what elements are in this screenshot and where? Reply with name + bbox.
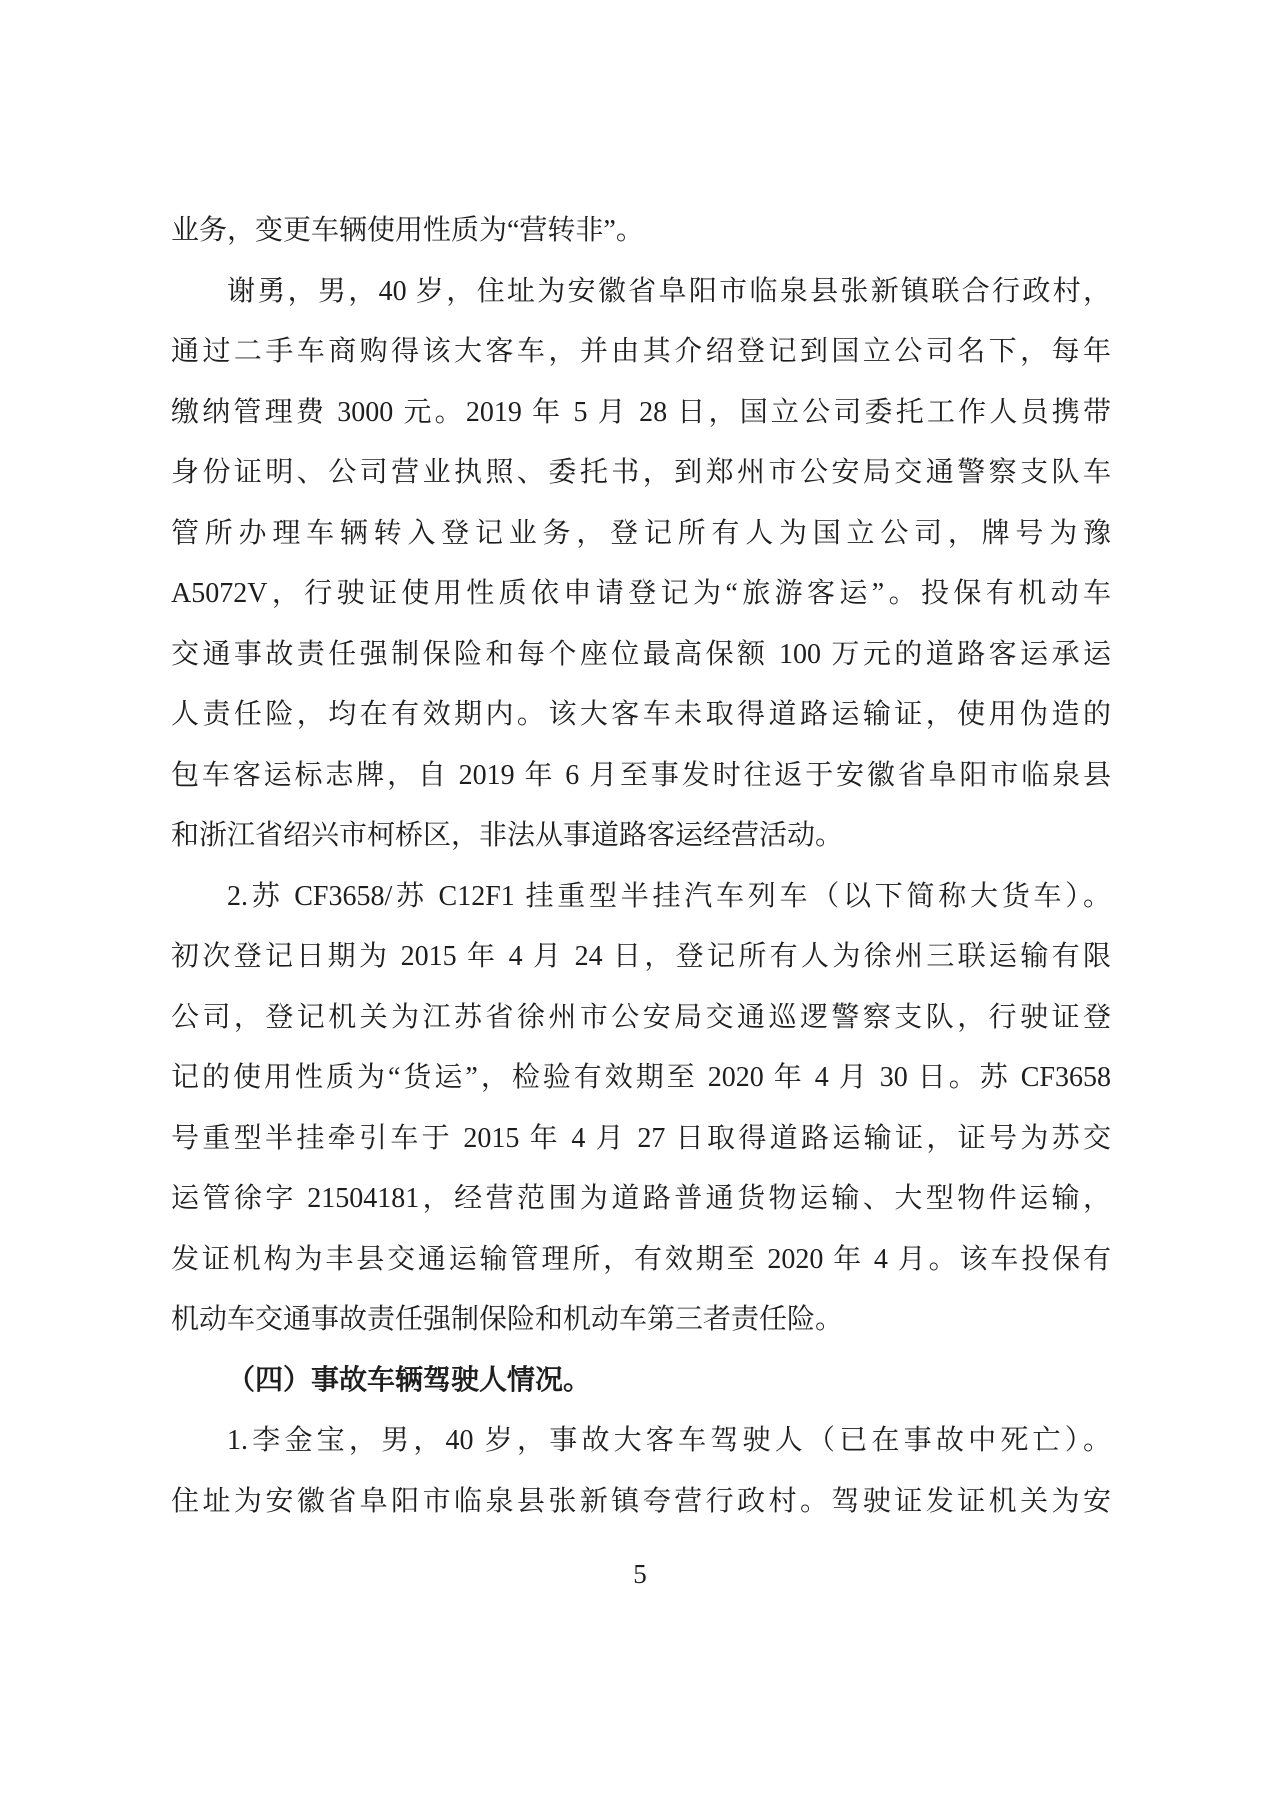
text-line: 谢勇，男，40 岁，住址为安徽省阜阳市临泉县张新镇联合行政村， xyxy=(227,275,1111,307)
text-line: 人责任险，均在有效期内。该大客车未取得道路运输证，使用伪造的 xyxy=(171,699,1111,730)
text-line: 记的使用性质为“货运”，检验有效期至 2020 年 4 月 30 日。苏 CF3658 xyxy=(171,1062,1111,1093)
text-line: 缴纳管理费 3000 元。2019 年 5 月 28 日，国立公司委托工作人员携带 xyxy=(171,396,1111,428)
text-line: 包车客运标志牌，自 2019 年 6 月至事发时往返于安徽省阜阳市临泉县 xyxy=(171,759,1111,791)
page-number: 5 xyxy=(633,1559,647,1589)
text-line: 初次登记日期为 2015 年 4 月 24 日，登记所有人为徐州三联运输有限 xyxy=(171,941,1111,972)
text-line: 业务，变更车辆使用性质为“营转非”。 xyxy=(171,215,644,246)
text-line: 运管徐字 21504181，经营范围为道路普通货物运输、大型物件运输， xyxy=(171,1183,1111,1214)
text-line: 1.李金宝，男，40 岁，事故大客车驾驶人（已在事故中死亡）。 xyxy=(227,1425,1111,1456)
text-line: 公司，登记机关为江苏省徐州市公安局交通巡逻警察支队，行驶证登 xyxy=(171,1001,1111,1033)
text-line: 号重型半挂牵引车于 2015 年 4 月 27 日取得道路运输证，证号为苏交 xyxy=(171,1122,1111,1154)
text-line: 2.苏 CF3658/苏 C12F1 挂重型半挂汽车列车（以下简称大货车）。 xyxy=(227,880,1111,912)
section-heading: （四）事故车辆驾驶人情况。 xyxy=(227,1364,592,1396)
text-line: 发证机构为丰县交通运输管理所，有效期至 2020 年 4 月。该车投保有 xyxy=(171,1243,1111,1275)
text-line: 管所办理车辆转入登记业务，登记所有人为国立公司，牌号为豫 xyxy=(171,517,1111,549)
text-line: 交通事故责任强制保险和每个座位最高保额 100 万元的道路客运承运 xyxy=(171,638,1111,670)
text-line: 住址为安徽省阜阳市临泉县张新镇夸营行政村。驾驶证发证机关为安 xyxy=(171,1485,1111,1517)
text-line: 通过二手车商购得该大客车，并由其介绍登记到国立公司名下，每年 xyxy=(171,336,1111,367)
text-line: A5072V，行驶证使用性质依申请登记为“旅游客运”。投保有机动车 xyxy=(171,578,1111,609)
text-line: 身份证明、公司营业执照、委托书，到郑州市公安局交通警察支队车 xyxy=(171,457,1111,488)
text-line: 和浙江省绍兴市柯桥区，非法从事道路客运经营活动。 xyxy=(171,820,844,851)
document-body xyxy=(171,201,1111,1532)
text-line: 机动车交通事故责任强制保险和机动车第三者责任险。 xyxy=(171,1304,844,1335)
